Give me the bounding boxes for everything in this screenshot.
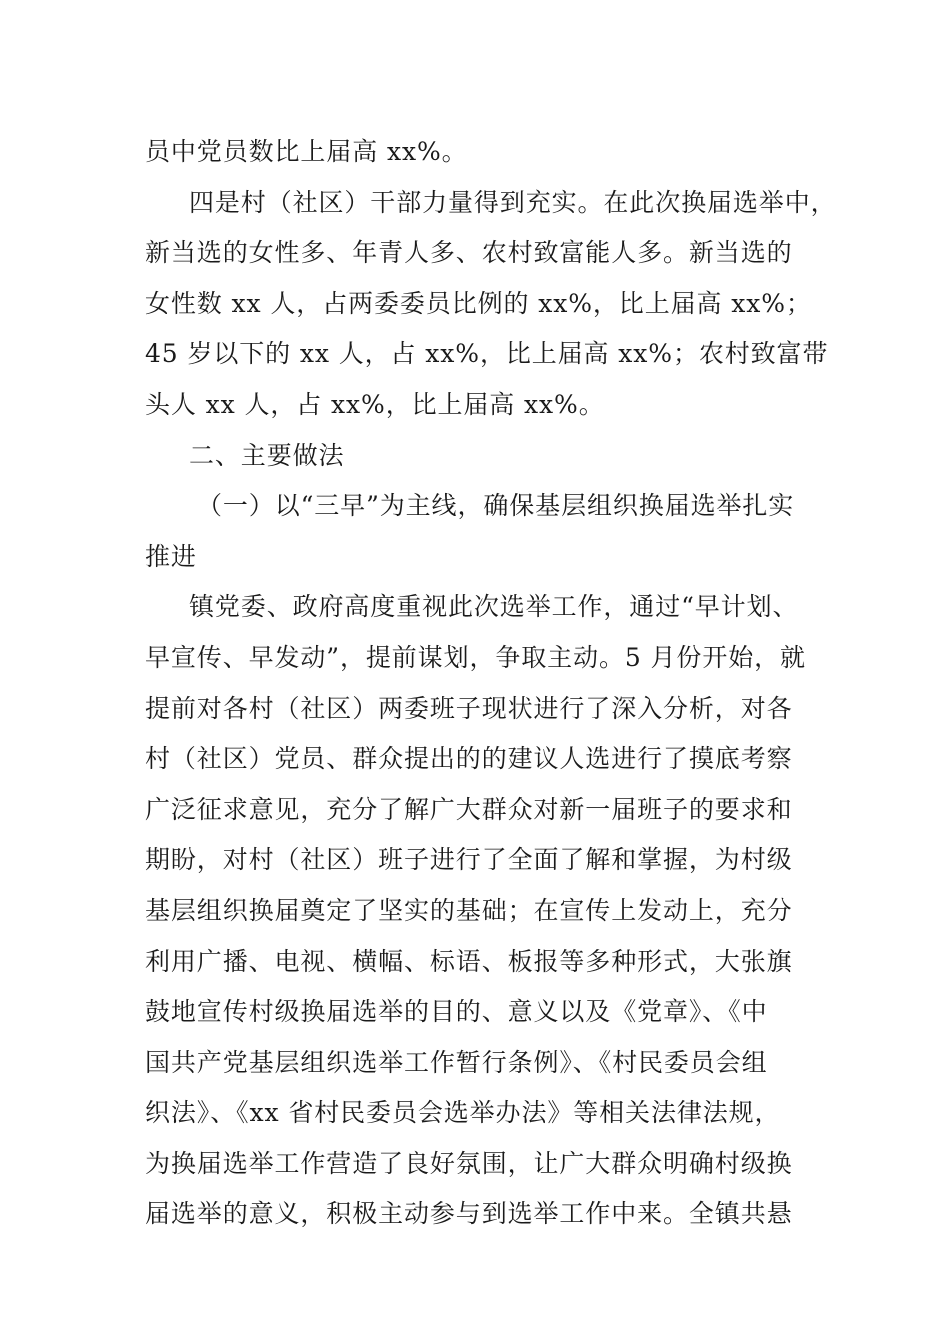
text-line: 45 岁以下的 xx 人，占 xx%，比上届高 xx%；农村致富带 [145,339,829,369]
text-line: 新当选的女性多、年青人多、农村致富能人多。新当选的 [145,238,793,268]
text-line: 国共产党基层组织选举工作暂行条例》、《村民委员会组 [145,1047,768,1077]
subsection-heading-continued: 推进 [145,541,197,571]
text-line: 期盼，对村（社区）班子进行了全面了解和掌握，为村级 [145,845,793,875]
text-line: 广泛征求意见，充分了解广大群众对新一届班子的要求和 [145,794,793,824]
text-line: 为换届选举工作营造了良好氛围，让广大群众明确村级换 [145,1148,793,1178]
text-line: 鼓地宣传村级换届选举的目的、意义以及《党章》、《中 [145,997,768,1027]
text-line: 届选举的意义，积极主动参与到选举工作中来。全镇共悬 [145,1199,793,1229]
text-line: 村（社区）党员、群众提出的的建议人选进行了摸底考察 [145,744,793,774]
text-line: 基层组织换届奠定了坚实的基础；在宣传上发动上，充分 [145,895,793,925]
subsection-heading: （一）以“三早”为主线，确保基层组织换届选举扎实 [197,491,795,521]
text-line: 女性数 xx 人，占两委委员比例的 xx%，比上届高 xx%； [145,288,812,318]
text-line: 织法》、《xx 省村民委员会选举办法》等相关法律法规， [145,1098,781,1128]
text-line: 早宣传、早发动”，提前谋划，争取主动。5 月份开始，就 [145,642,806,672]
text-line: 员中党员数比上届高 xx%。 [145,137,468,166]
text-line: 头人 xx 人，占 xx%，比上届高 xx%。 [145,389,605,419]
body-text [145,127,837,1240]
text-line: 提前对各村（社区）两委班子现状进行了深入分析，对各 [145,693,793,723]
paragraph-start-line: 四是村（社区）干部力量得到充实。在此次换届选举中， [189,187,837,217]
paragraph-start-line: 镇党委、政府高度重视此次选举工作，通过“早计划、 [189,592,799,622]
text-line: 利用广播、电视、横幅、标语、板报等多种形式，大张旗 [145,946,793,976]
section-heading: 二、主要做法 [189,440,345,470]
